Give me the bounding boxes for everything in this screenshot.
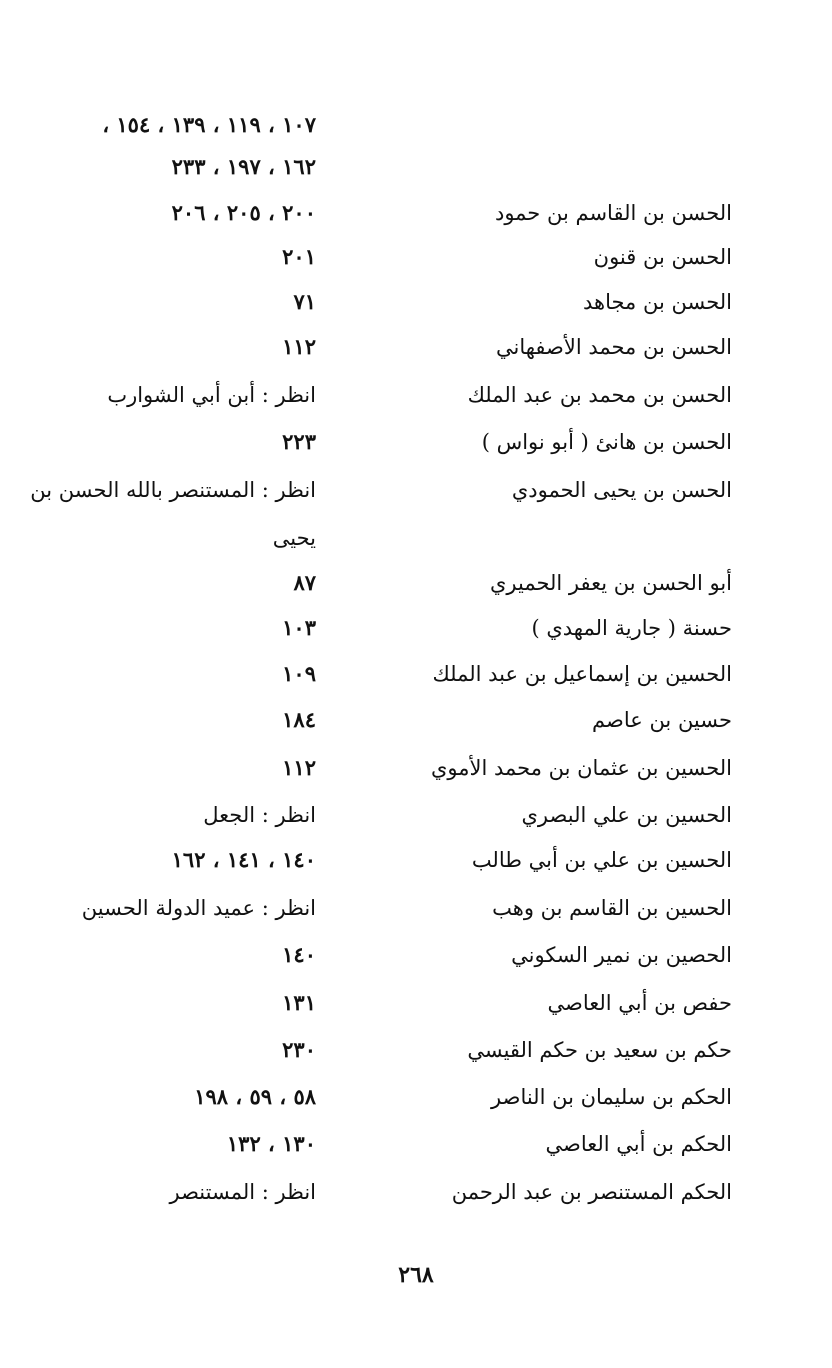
entry-name: الحكم بن سليمان بن الناصر	[491, 1085, 732, 1109]
entry-page-numbers: ٧١	[293, 289, 316, 314]
entry-page-numbers: ١٨٤	[282, 707, 316, 732]
entry-name: الحسن بن مجاهد	[583, 290, 732, 314]
entry-page-numbers: ١٣٠ ، ١٣٢	[226, 1131, 316, 1156]
index-entry	[0, 1030, 832, 1070]
entry-name: الحسين بن علي بن أبي طالب	[471, 848, 732, 872]
entry-name: الحكم بن أبي العاصي	[545, 1132, 732, 1156]
index-entry	[0, 888, 832, 928]
index-entry	[0, 840, 832, 880]
entry-page-numbers: ٢٠١	[282, 244, 316, 269]
index-entry	[0, 748, 832, 788]
entry-page-numbers: ٢٢٣	[282, 429, 316, 454]
page-number: ٢٦٨	[398, 1262, 434, 1288]
entry-name: حسين بن عاصم	[592, 708, 732, 732]
entry-page-numbers: ١٠٣	[282, 615, 316, 640]
entry-name: الحسن بن قنون	[593, 245, 732, 269]
entry-cross-reference: انظر : الجعل	[203, 803, 316, 827]
index-entry	[0, 470, 832, 510]
index-entry	[0, 1172, 832, 1212]
entry-cross-reference: انظر : عميد الدولة الحسين	[81, 896, 316, 920]
entry-name: حسنة ( جارية المهدي )	[531, 616, 732, 640]
index-entry	[0, 795, 832, 835]
index-entry	[0, 422, 832, 462]
entry-page-numbers: ١٠٩	[282, 661, 316, 686]
entry-name: الحسن بن يحيى الحمودي	[511, 478, 732, 502]
entry-name: الحصين بن نمير السكوني	[511, 943, 732, 967]
entry-cross-reference: انظر : أبن أبي الشوارب	[107, 383, 316, 407]
entry-page-numbers: ١١٢	[282, 334, 316, 359]
index-entry	[0, 237, 832, 277]
entry-page-numbers: ١٤٠ ، ١٤١ ، ١٦٢	[171, 847, 316, 872]
index-entry	[0, 563, 832, 603]
entry-name: الحسين بن عثمان بن محمد الأموي	[430, 756, 732, 780]
entry-page-numbers: ١١٢	[282, 755, 316, 780]
index-entry	[0, 1077, 832, 1117]
entry-page-numbers: ١٣١	[282, 990, 316, 1015]
index-entry	[0, 935, 832, 975]
entry-name: حفص بن أبي العاصي	[547, 991, 732, 1015]
entry-name: الحسن بن محمد بن عبد الملك	[467, 383, 732, 407]
entry-name: الحسين بن القاسم بن وهب	[492, 896, 732, 920]
index-entry	[0, 654, 832, 694]
index-entry	[0, 1124, 832, 1164]
entry-name: الحسن بن محمد الأصفهاني	[495, 335, 732, 359]
index-entry	[0, 608, 832, 648]
index-entry	[0, 147, 832, 187]
entry-page-numbers: ١٠٧ ، ١١٩ ، ١٣٩ ، ١٥٤ ،	[102, 112, 316, 137]
entry-name: الحكم المستنصر بن عبد الرحمن	[451, 1180, 732, 1204]
entry-page-numbers: ٢٣٠	[282, 1037, 316, 1062]
entry-page-numbers: ٥٨ ، ٥٩ ، ١٩٨	[194, 1084, 316, 1109]
index-entry	[0, 193, 832, 233]
index-entry	[0, 282, 832, 322]
entry-page-numbers: ٨٧	[293, 570, 316, 595]
entry-name: الحسين بن علي البصري	[521, 803, 732, 827]
entry-page-numbers: ٢٠٠ ، ٢٠٥ ، ٢٠٦	[171, 200, 316, 225]
entry-page-numbers: ١٤٠	[282, 942, 316, 967]
entry-name: أبو الحسن بن يعفر الحميري	[489, 571, 732, 595]
entry-name: الحسين بن إسماعيل بن عبد الملك	[432, 662, 732, 686]
entry-name: الحسن بن القاسم بن حمود	[494, 201, 732, 225]
index-entry	[0, 700, 832, 740]
entry-cross-reference: انظر : المستنصر	[169, 1180, 316, 1204]
index-entry	[0, 105, 832, 145]
index-entry	[0, 375, 832, 415]
entry-cross-reference: انظر : المستنصر بالله الحسن بن	[30, 478, 316, 502]
entry-name: حكم بن سعيد بن حكم القيسي	[467, 1038, 732, 1062]
index-entry	[0, 518, 832, 558]
entry-name: الحسن بن هانئ ( أبو نواس )	[481, 430, 732, 454]
entry-cross-reference: يحيى	[272, 526, 316, 550]
entry-page-numbers: ١٦٢ ، ١٩٧ ، ٢٣٣	[171, 154, 316, 179]
index-entry	[0, 983, 832, 1023]
index-entry	[0, 327, 832, 367]
